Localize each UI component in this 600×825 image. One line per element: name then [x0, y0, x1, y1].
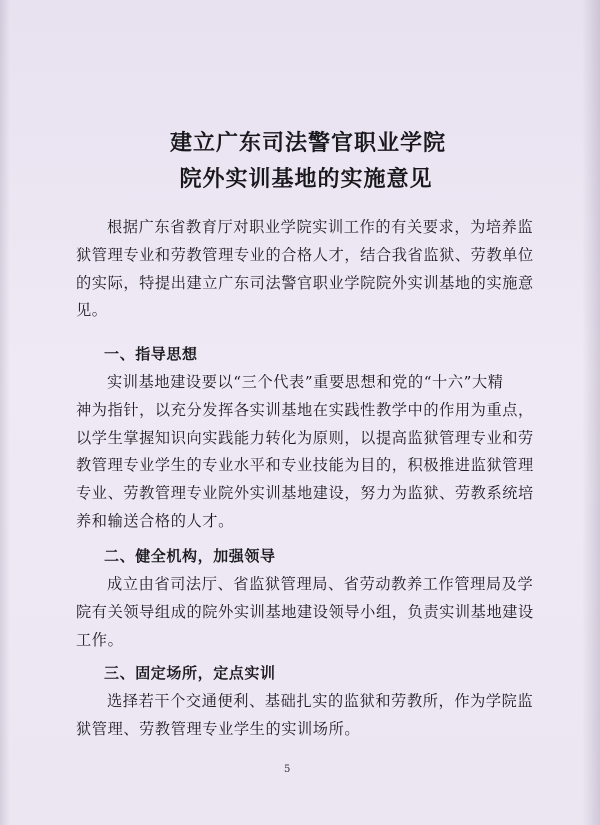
text-line: 以学生掌握知识向实践能力转化为原则，以提高监狱管理专业和劳 [76, 428, 534, 447]
text-line: 院有关领导组成的院外实训基地建设领导小组，负责实训基地建设 [76, 602, 534, 621]
scan-shadow-right [582, 0, 600, 825]
text-line: 选择若干个交通便利、基础扎实的监狱和劳教所，作为学院监 [107, 692, 534, 710]
intro-paragraph [76, 214, 542, 325]
text-line: 狱管理、劳教管理专业学生的实训场所。 [76, 719, 361, 738]
text-line: 根据广东省教育厅对职业学院实训工作的有关要求，为培养监 [107, 218, 534, 236]
section-2-paragraph [76, 571, 542, 654]
section-heading-3: 三、固定场所，定点实训 [104, 664, 276, 682]
text-line: 狱管理专业和劳教管理专业的合格人才，结合我省监狱、劳教单位 [76, 245, 534, 264]
document-title-line-2: 院外实训基地的实施意见 [179, 166, 433, 192]
section-heading-2: 二、健全机构，加强领导 [104, 547, 276, 565]
text-line: 神为指针，以充分发挥各实训基地在实践性教学中的作用为重点， [76, 400, 534, 419]
section-1-paragraph [76, 369, 542, 536]
section-heading-1: 一、指导思想 [104, 345, 198, 363]
document-title-line-1: 建立广东司法警官职业学院 [169, 130, 446, 156]
text-line: 成立由省司法厅、省监狱管理局、省劳动教养工作管理局及学 [107, 575, 534, 593]
text-line: 实训基地建设要以“三个代表”重要思想和党的“十六”大精 [107, 373, 504, 391]
text-line: 的实际，特提出建立广东司法警官职业学院院外实训基地的实施意 [76, 273, 534, 292]
section-3-paragraph [76, 688, 542, 744]
scan-shadow-left [0, 0, 10, 825]
text-line: 养和输送合格的人才。 [76, 511, 234, 530]
text-line: 专业、劳教管理专业院外实训基地建设，努力为监狱、劳教系统培 [76, 484, 534, 503]
text-line: 教管理专业学生的专业水平和专业技能为目的，积极推进监狱管理 [76, 456, 534, 475]
text-line: 见。 [76, 301, 108, 320]
page-number: 5 [284, 764, 291, 775]
text-line: 工作。 [76, 630, 124, 649]
